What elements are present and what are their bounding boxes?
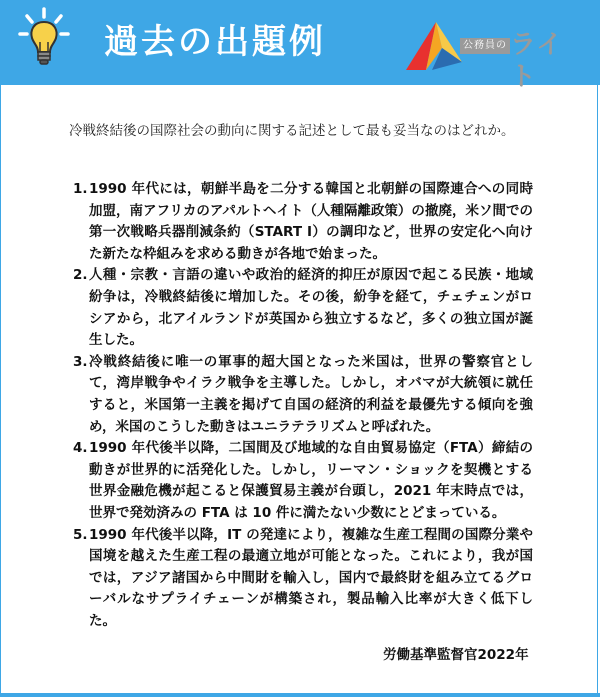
choice-list bbox=[73, 179, 533, 632]
choice-text: 1990 年代には，朝鮮半島を二分する韓国と北朝鮮の国際連合への同時加盟，南アフリカのアパルトヘイト（人種隔離政策）の撤廃，米ソ間での第一次戦略兵器削減条約（START I）の調印など，世界の安定化へ向けた新たな枠組みを求める動きが各地で始まった。 bbox=[89, 181, 533, 262]
choice-number: 2. bbox=[73, 267, 88, 284]
choice-number: 5. bbox=[73, 526, 88, 543]
choice-text: 冷戦終結後に唯一の軍事的超大国となった米国は，世界の警察官として，湾岸戦争やイラク戦争を主導した。しかし，オバマが大統領に就任すると，米国第一主義を掲げて自国の経済的利益を最優先する傾向を強め，米国のこうした動きはユニラテラリズムと呼ばれた。 bbox=[89, 353, 533, 435]
choice-3 bbox=[73, 352, 533, 438]
choice-1 bbox=[73, 179, 533, 265]
logo-tagline: 公務員の bbox=[460, 38, 510, 54]
brand-logo bbox=[402, 18, 584, 92]
choice-5 bbox=[73, 525, 533, 633]
question-panel bbox=[0, 85, 598, 695]
choice-text: 1990 年代後半以降，IT の発達により，複雑な生産工程間の国際分業や国境を越えた生産工程の最適立地が可能となった。これにより，我が国では，アジア諸国から中間財を輸入し，国内で最終財を組み立てるグローバルなサプライチェーンが構築され，製品輸入比率が大きく低下した。 bbox=[89, 526, 533, 629]
choice-number: 4. bbox=[73, 440, 88, 457]
choice-number: 1. bbox=[73, 181, 88, 197]
logo-mark-icon bbox=[402, 18, 466, 72]
choice-2 bbox=[73, 265, 533, 351]
choice-text: 人種・宗教・言語の違いや政治的経済的抑圧が原因で起こる民族・地域紛争は，冷戦終結後に増加した。その後，紛争を経て，チェチェンがロシアから，北アイルランドが英国から独立するなど，多くの独立国が誕生した。 bbox=[89, 267, 533, 349]
exam-source: 労働基準監督官2022年 bbox=[383, 647, 529, 663]
choice-number: 3. bbox=[73, 353, 88, 370]
question-stem: 冷戦終結後の国際社会の動向に関する記述として最も妥当なのはどれか。 bbox=[69, 123, 515, 139]
choice-4 bbox=[73, 438, 533, 524]
bottom-border bbox=[0, 693, 600, 697]
page-title: 過去の出題例 bbox=[104, 22, 326, 62]
lightbulb-icon bbox=[18, 6, 70, 76]
header-banner bbox=[0, 0, 600, 92]
choice-text: 1990 年代後半以降，二国間及び地域的な自由貿易協定（FTA）締結の動きが世界的に活発化した。しかし，リーマン・ショックを契機とする世界金融危機が起こると保護貿易主義が台頭し，2021 年末時点では，世界で発効済みの FTA は 10 件に満たない少数にとどまっている。 bbox=[89, 440, 533, 521]
logo-name: ライト bbox=[510, 30, 564, 92]
